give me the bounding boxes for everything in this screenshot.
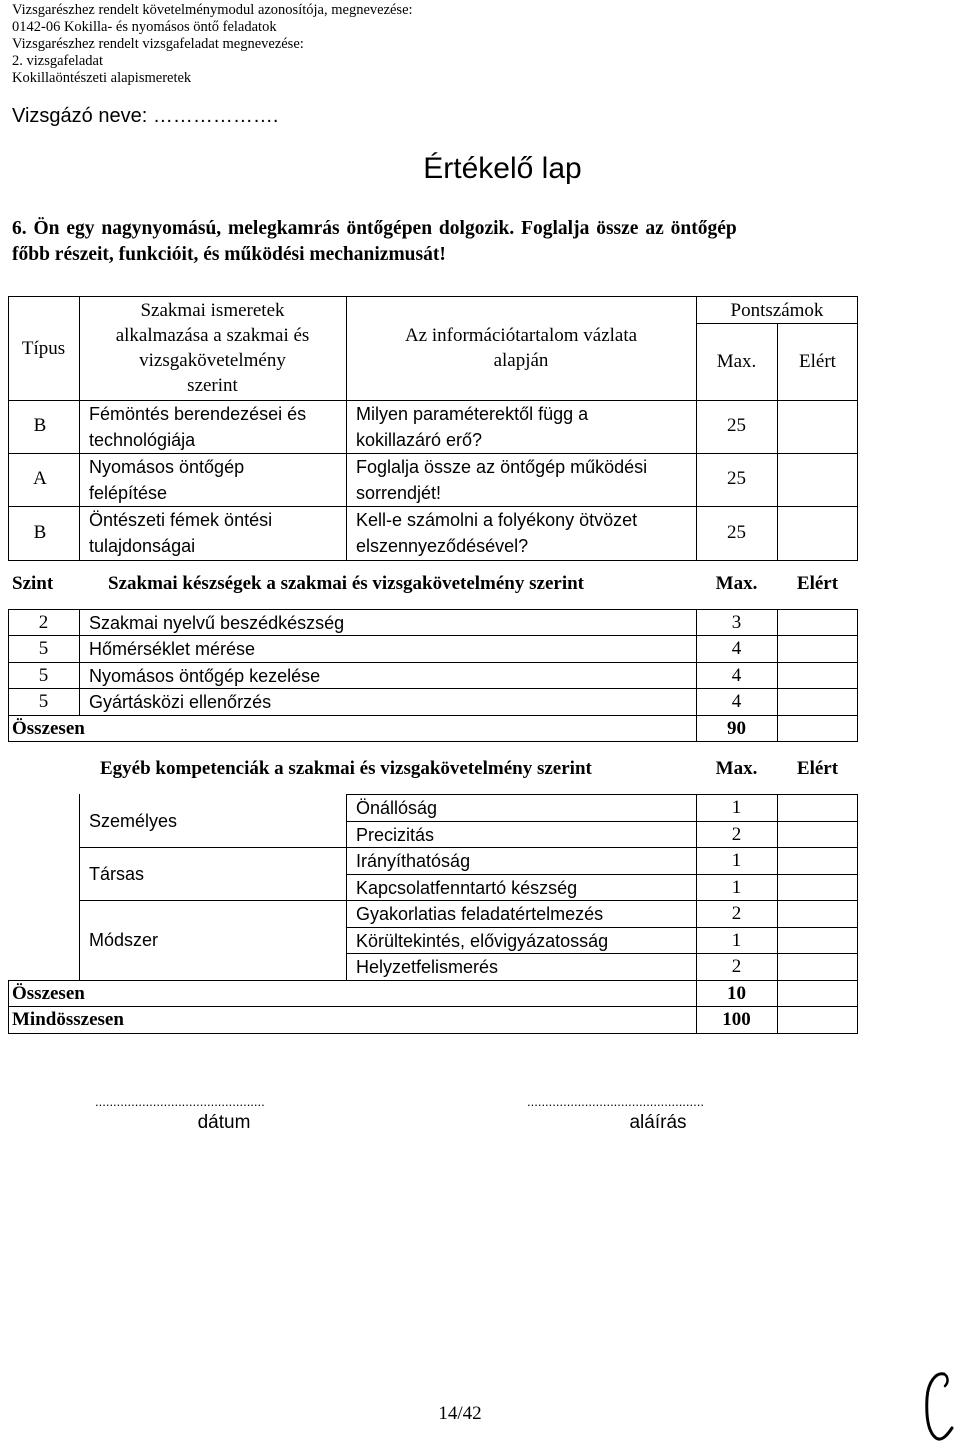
competence-total-label: Összesen [12, 983, 85, 1004]
header-line: Kokillaöntészeti alapismeretek [12, 70, 192, 86]
skill-max: 4 [731, 665, 742, 686]
date-label: dátum [197, 1112, 251, 1133]
skill-max: 4 [731, 691, 742, 712]
table-border [777, 609, 778, 741]
header-type: Típus [21, 338, 66, 359]
skill-name: Nyomásos öntőgép kezelése [89, 666, 321, 686]
skill-level: 5 [38, 638, 49, 659]
row-question: Foglalja össze az öntőgép működési [356, 457, 648, 477]
competence-total-value: 10 [727, 983, 746, 1004]
row-type: B [33, 415, 47, 436]
header-points: Pontszámok [730, 300, 824, 321]
competence-item: Irányíthatóság [356, 851, 471, 871]
competence-max: 1 [731, 797, 742, 818]
skill-max: 4 [731, 638, 742, 659]
task-line-1: 6. Ön egy nagynyomású, melegkamrás öntőgépen dolgozik. Foglalja össze az öntőgép [12, 218, 737, 239]
signature-dotted-line: ................................................. [527, 1094, 704, 1109]
row-question: Milyen paraméterektől függ a [356, 404, 589, 424]
row-topic: felépítése [89, 483, 168, 503]
table-border [857, 609, 858, 741]
competence-max: 2 [731, 903, 742, 924]
table-border [857, 296, 858, 560]
skill-level: 5 [38, 665, 49, 686]
table-border [857, 794, 858, 1033]
grand-total-value: 100 [722, 1009, 751, 1030]
competence-max: 2 [731, 956, 742, 977]
header-achieved: Elért [799, 351, 836, 372]
header-knowledge: alkalmazása a szakmai és [115, 325, 310, 346]
table-border [8, 1033, 858, 1034]
row-topic: Fémöntés berendezései és [89, 404, 307, 424]
row-type: A [33, 468, 47, 489]
competence-item: Gyakorlatias feladatértelmezés [356, 904, 604, 924]
header-line: Vizsgarészhez rendelt követelménymodul azonosítója, megnevezése: [12, 2, 413, 18]
header-competence: Egyéb kompetenciák a szakmai és vizsgakövetelmény szerint [100, 758, 592, 779]
competence-max: 2 [731, 824, 742, 845]
row-topic: Öntészeti fémek öntési [89, 510, 273, 530]
competence-item: Önállóság [356, 798, 438, 818]
grand-total-label: Mindösszesen [12, 1009, 124, 1030]
row-question: sorrendjét! [356, 483, 442, 503]
table-border [8, 980, 9, 1033]
table-border [8, 560, 858, 561]
header-level: Szint [12, 573, 54, 594]
row-max: 25 [727, 415, 746, 436]
page-number: 14/42 [438, 1403, 482, 1424]
competence-item: Precizitás [356, 825, 435, 845]
table-border [79, 794, 80, 980]
skills-total-label: Összesen [12, 718, 85, 739]
header-line: Vizsgarészhez rendelt vizsgafeladat megnevezése: [12, 36, 304, 52]
header-knowledge: vizsgakövetelmény [139, 350, 286, 371]
header-info: alapján [493, 350, 549, 371]
row-question: kokillazáró erő? [356, 430, 483, 450]
row-topic: tulajdonságai [89, 536, 196, 556]
header-line: 2. vizsgafeladat [12, 53, 103, 69]
competence-max: 1 [731, 850, 742, 871]
header-achieved: Elért [796, 573, 839, 594]
table-border [8, 296, 858, 297]
competence-max: 1 [731, 877, 742, 898]
skill-name: Gyártásközi ellenőrzés [89, 692, 272, 712]
header-info: Az információtartalom vázlata [404, 325, 638, 346]
date-dotted-line: ............................................... [95, 1094, 265, 1109]
table-border [777, 794, 778, 1033]
row-topic: Nyomásos öntőgép [89, 457, 245, 477]
row-max: 25 [727, 522, 746, 543]
skill-name: Hőmérséklet mérése [89, 639, 256, 659]
header-knowledge: Szakmai ismeretek [140, 300, 285, 321]
table-border [79, 609, 80, 715]
header-max: Max. [715, 758, 758, 779]
row-question: Kell-e számolni a folyékony ötvözet [356, 510, 638, 530]
examinee-name-field: Vizsgázó neve: ………………. [12, 105, 279, 127]
row-max: 25 [727, 468, 746, 489]
task-line-2: főbb részeit, funkcióit, és működési mechanizmusát! [12, 244, 446, 265]
competence-item: Kapcsolatfenntartó készség [356, 878, 578, 898]
competence-item: Körültekintés, elővigyázatosság [356, 931, 609, 951]
row-question: elszennyeződésével? [356, 536, 529, 556]
skill-level: 5 [38, 691, 49, 712]
skill-level: 2 [38, 612, 49, 633]
header-line: 0142-06 Kokilla- és nyomásos öntő feladatok [12, 19, 277, 35]
header-max: Max. [715, 573, 758, 594]
table-border [346, 794, 347, 980]
signature-label: aláírás [629, 1112, 687, 1133]
competence-group: Társas [89, 864, 145, 884]
page-title: Értékelő lap [423, 152, 582, 185]
row-type: B [33, 522, 47, 543]
handwritten-initial [918, 1368, 958, 1444]
header-knowledge: szerint [187, 375, 238, 396]
header-skills: Szakmai készségek a szakmai és vizsgakövetelmény szerint [108, 573, 584, 594]
header-max: Max. [716, 351, 757, 372]
header-achieved: Elért [796, 758, 839, 779]
competence-item: Helyzetfelismerés [356, 957, 499, 977]
row-topic: technológiája [89, 430, 196, 450]
skills-total-value: 90 [727, 718, 746, 739]
competence-group: Személyes [89, 811, 178, 831]
competence-group: Módszer [89, 930, 159, 950]
skill-max: 3 [731, 612, 742, 633]
skill-name: Szakmai nyelvű beszédkészség [89, 613, 345, 633]
competence-max: 1 [731, 930, 742, 951]
